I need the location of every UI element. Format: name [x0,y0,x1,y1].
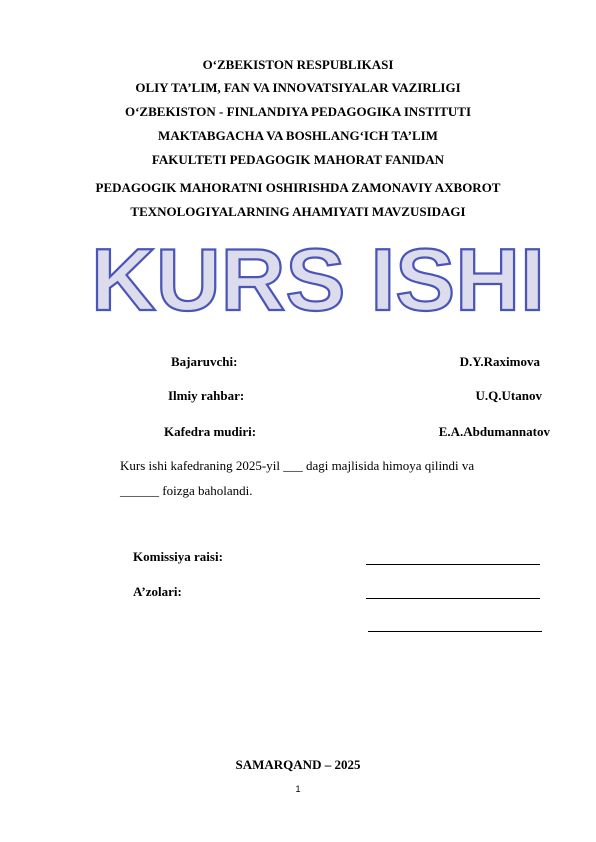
header-line-7: TEXNOLOGIYALARNING AHAMIYATI MAVZUSIDAGI [130,204,466,219]
commission-chair-label: Komissiya raisi: [133,549,223,564]
member-signature-line-1 [366,598,540,599]
header-line-5: FAKULTETI PEDAGOGIK MAHORAT FANIDAN [151,152,445,167]
title-wordart [88,236,548,318]
chair-signature-line [366,564,540,565]
header-line-3: O‘ZBEKISTON - FINLANDIYA PEDAGOGIKA INSTITUTI [124,104,472,119]
defense-text-line-1: Kurs ishi kafedraning 2025-yil ___ dagi majlisida himoya qilindi va [120,458,475,473]
role-label-executor: Bajaruvchi: [171,354,238,369]
header-line-2: OLIY TA’LIM, FAN VA INNOVATSIYALAR VAZIRLIGI [135,80,461,95]
header-line-4: MAKTABGACHA VA BOSHLANG‘ICH TA’LIM [158,128,438,143]
role-label-supervisor: Ilmiy rahbar: [168,388,245,403]
city-year: SAMARQAND – 2025 [235,757,361,772]
member-signature-line-2 [368,631,542,632]
role-name-head: E.A.Abdumannatov [438,424,550,439]
page-number: 1 [295,784,301,794]
role-label-head: Kafedra mudiri: [164,424,257,439]
defense-text-line-2: ______ foizga baholandi. [120,483,253,498]
role-name-executor: D.Y.Raximova [459,354,540,369]
header-line-1: O‘ZBEKISTON RESPUBLIKASI [202,57,394,72]
header-line-6: PEDAGOGIK MAHORATNI OSHIRISHDA ZAMONAVIY AXBOROT [95,180,501,195]
commission-members-label: A’zolari: [133,584,182,599]
role-name-supervisor: U.Q.Utanov [475,388,542,403]
title-text: KURS ISHI [91,236,545,318]
